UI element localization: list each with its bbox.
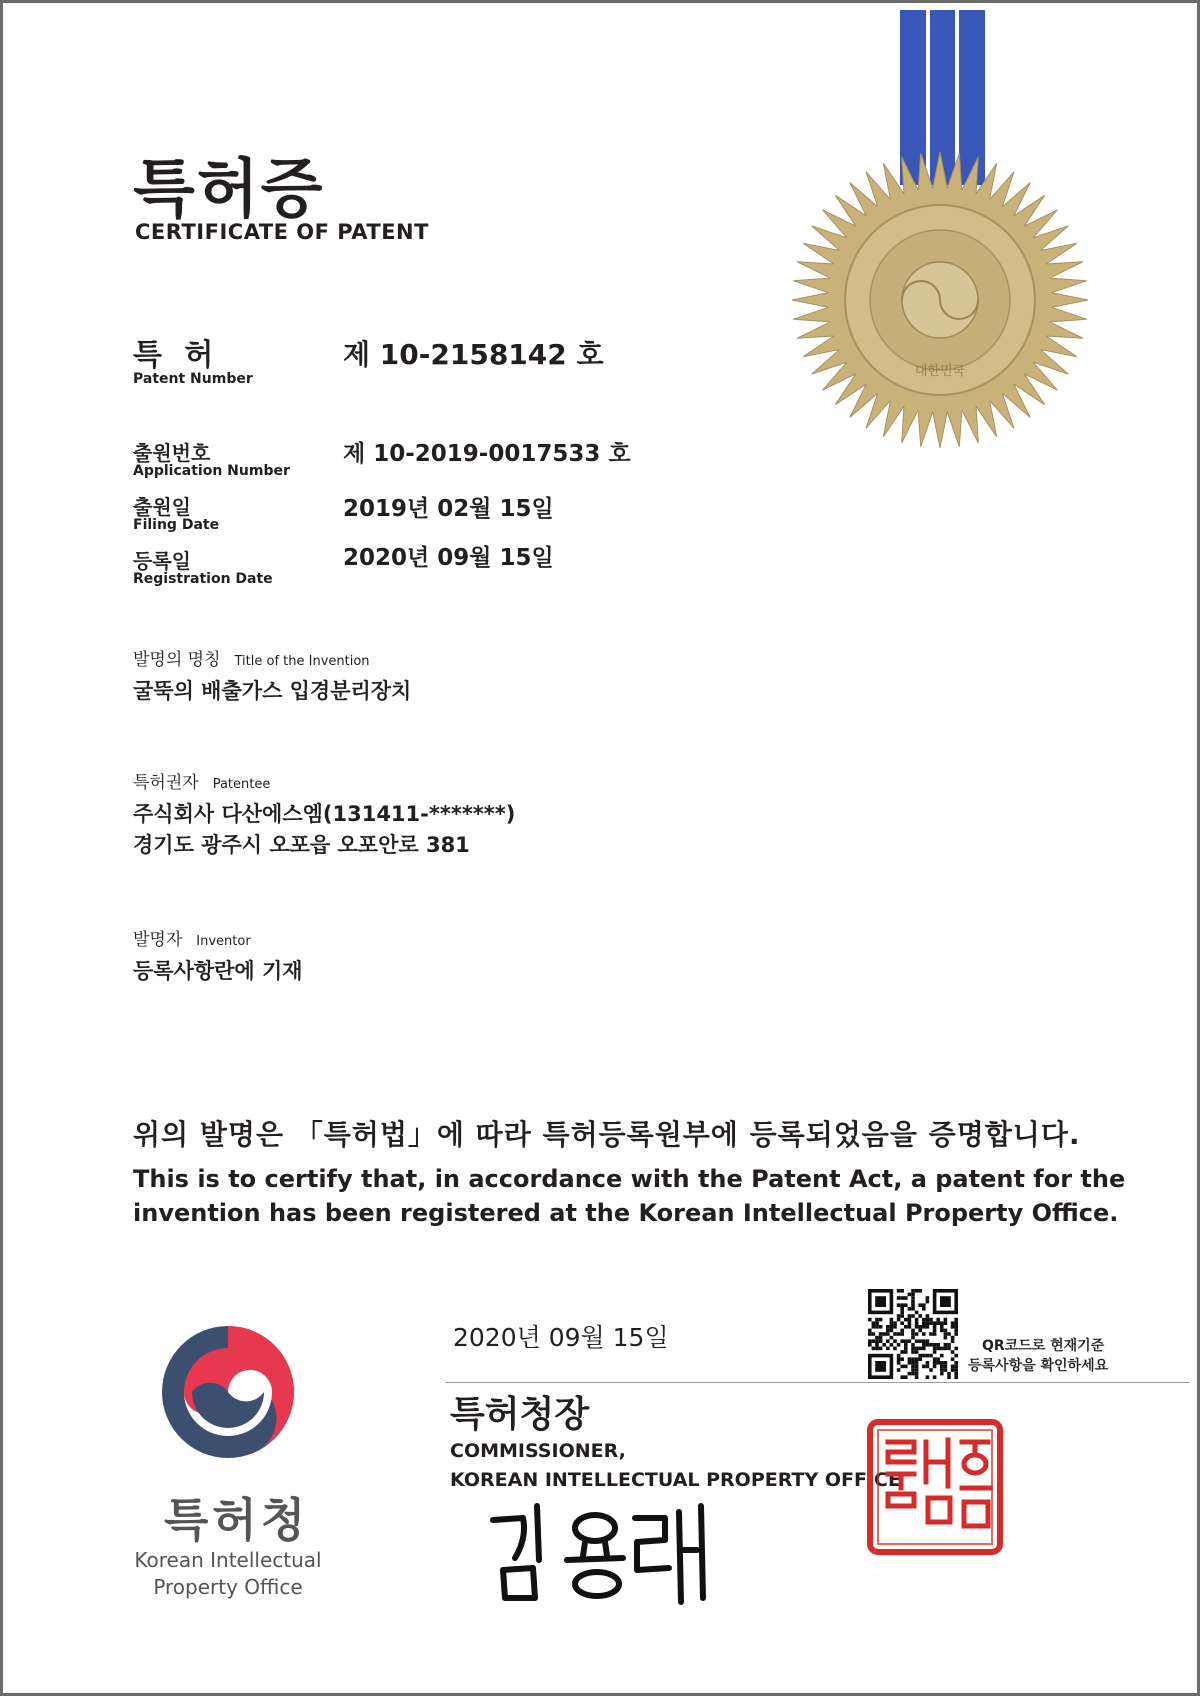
patent-number-label-ko: 특 허: [133, 338, 220, 373]
qr-code: [868, 1289, 958, 1379]
kipo-taegeuk-logo: [158, 1322, 298, 1462]
qr-note: [968, 1336, 1108, 1376]
certification-statement-en-line1: This is to certify that, in accordance with the Patent Act, a patent for the: [133, 1165, 1126, 1193]
application-number-label-ko: 출원번호: [133, 441, 211, 465]
application-number-label-en: Application Number: [133, 463, 290, 479]
issue-date: 2020년 09월 15일: [453, 1323, 669, 1352]
registration-date-label-en: Registration Date: [133, 571, 273, 587]
certification-statement-en-line2: invention has been registered at the Korean Intellectual Property Office.: [133, 1199, 1119, 1227]
medal-emblem: [790, 10, 1090, 450]
official-seal: [866, 1418, 1004, 1556]
medal-inscription: 대한민국: [914, 364, 966, 379]
inventor-label-en: Inventor: [196, 934, 251, 949]
patentee-label-ko: 특허권자: [133, 773, 199, 793]
kipo-name-en-line2: Property Office: [153, 1575, 303, 1599]
inventor-value: 등록사항란에 기재: [133, 959, 303, 983]
kipo-name-en: [128, 1547, 328, 1601]
invention-title-label-ko: 발명의 명칭: [133, 650, 221, 670]
patentee-name: 주식회사 다산에스엠(131411-*******): [133, 802, 516, 826]
application-number-value: 제 10-2019-0017533 호: [343, 441, 631, 467]
patent-number-label-en: Patent Number: [133, 371, 253, 387]
patentee-address: 경기도 광주시 오포읍 오포안로 381: [133, 833, 470, 857]
invention-title-label: [133, 645, 370, 670]
kipo-name-ko: 특허청: [164, 1493, 310, 1547]
commissioner-signature: [485, 1498, 725, 1608]
filing-date-label-en: Filing Date: [133, 517, 220, 533]
invention-title-label-en: Title of the Invention: [234, 654, 370, 669]
certification-statement-ko: 위의 발명은 「특허법」에 따라 특허등록원부에 등록되었음을 증명합니다.: [133, 1118, 1081, 1151]
inventor-label: [133, 925, 251, 950]
signature-rule: [445, 1382, 1190, 1383]
invention-title-value: 굴뚝의 배출가스 입경분리장치: [133, 679, 412, 703]
qr-note-line2: 등록사항을 확인하세요: [968, 1358, 1109, 1374]
commissioner-title-en-line1: COMMISSIONER,: [450, 1440, 626, 1462]
filing-date-label-ko: 출원일: [133, 495, 191, 519]
qr-note-line1: QR코드로 현재기준: [982, 1338, 1105, 1354]
patentee-label: [133, 768, 270, 793]
registration-date-value: 2020년 09월 15일: [343, 545, 554, 571]
commissioner-title-ko: 특허청장: [450, 1394, 590, 1435]
registration-date-label-ko: 등록일: [133, 549, 191, 573]
certificate-title-en: CERTIFICATE OF PATENT: [135, 220, 429, 244]
filing-date-value: 2019년 02월 15일: [343, 496, 554, 522]
patent-number-value: 제 10-2158142 호: [343, 338, 604, 371]
patentee-label-en: Patentee: [212, 777, 271, 792]
inventor-label-ko: 발명자: [133, 930, 183, 950]
certificate-title-ko: 특허증: [133, 153, 325, 227]
kipo-name-en-line1: Korean Intellectual: [134, 1548, 322, 1572]
commissioner-title-en-line2: KOREAN INTELLECTUAL PROPERTY OFFICE: [450, 1469, 901, 1491]
